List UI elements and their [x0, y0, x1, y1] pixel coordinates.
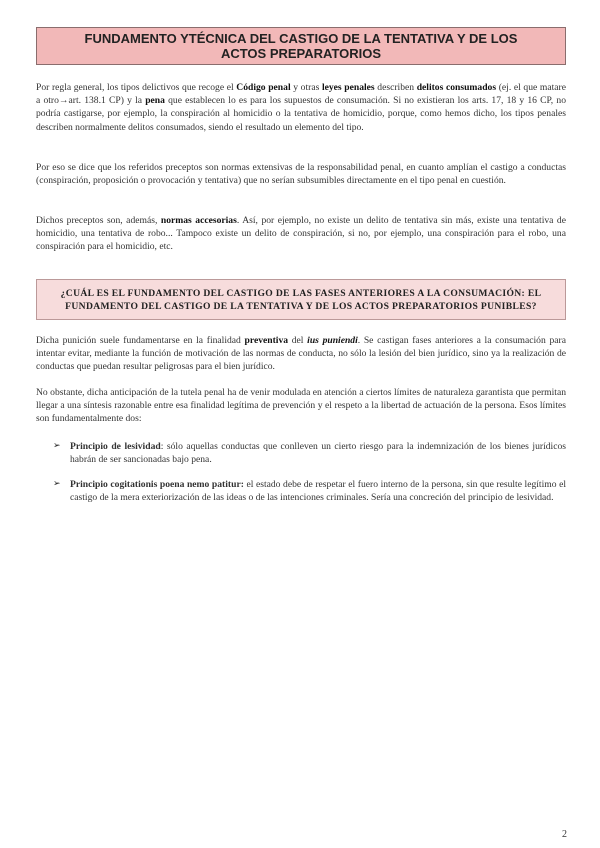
text-run: del	[288, 335, 308, 346]
text-run: Por regla general, los tipos delictivos que recoge el	[36, 82, 237, 93]
arrow-bullet-icon: ➢	[53, 441, 61, 451]
bold-term: Código penal	[236, 82, 291, 93]
bullet-item-lesividad	[53, 440, 566, 466]
page-number: 2	[562, 829, 567, 840]
document-title-text: FUNDAMENTO YTÉCNICA DEL CASTIGO DE LA TENTATIVA Y DE LOS ACTOS PREPARATORIOS	[84, 31, 518, 61]
question-heading-text: ¿CUÁL ES EL FUNDAMENTO DEL CASTIGO DE LAS FASES ANTERIORES A LA CONSUMACIÓN: EL FUNDAMENTO DEL CASTIGO DE LA TENTATIVA Y DE LOS ACTOS PREPARATORIOS PUNIBLES?	[60, 288, 542, 313]
bold-term: leyes penales	[321, 82, 375, 93]
text-run: . Así, por ejemplo, no existe un delito de tentativa sin más, existe una tentativa de homicidio, una tentativa de robo... Tampoco existe un delito de conspiración, si no, por ejemplo, una conspiración para el robo, una conspiración para el homicidio, etc.	[36, 215, 566, 253]
paragraph-limites	[36, 386, 566, 426]
bold-term: pena	[145, 95, 165, 107]
text-run: y otras	[290, 82, 322, 93]
bold-italic-term: ius puniendi	[307, 335, 358, 346]
text-run: No obstante, dicha anticipación de la tutela penal ha de venir modulada en atención a ciertos límites de naturaleza garantista que permitan llegar a una síntesis razonable entre esa finalidad legítima de prevención y el respeto a la libertad de actuación de la persona. Esos límites son fundamentalmente dos:	[36, 387, 566, 425]
bold-term: Principio de lesividad	[70, 441, 161, 452]
question-heading	[36, 279, 566, 320]
text-run: : sólo aquellas conductas que conlleven un cierto riesgo para la indemnización de los bienes jurídicos habrán de ser sancionadas bajo pena.	[70, 441, 566, 466]
text-run: el estado debe de respetar el fuero interno de la persona, sin que resulte legítimo el castigo de la mera exteriorización de las ideas o de las intenciones criminales. Sería una concreción del principio de lesividad.	[70, 479, 567, 504]
bold-term: normas accesorias	[160, 215, 237, 226]
text-run: describen	[374, 82, 417, 93]
paragraph-normas-extensivas	[36, 161, 566, 187]
text-run: Dicha punición suele fundamentarse en la finalidad	[36, 335, 245, 346]
bold-term: Principio cogitationis poena nemo patitur:	[70, 479, 244, 490]
paragraph-finalidad-preventiva	[36, 334, 566, 374]
document-title	[36, 27, 566, 65]
text-run: Por eso se dice que los referidos preceptos son normas extensivas de la responsabilidad penal, en cuanto amplían el castigo a conductas (conspiración, proposición o provocación y tentativa) que no serían subsumibles directamente en el tipo penal en cuestión.	[36, 162, 566, 187]
text-run: . Se castigan fases anteriores a la consumación para intentar evitar, mediante la función de motivación de las normas de conducta, no sólo la lesión del bien jurídico, sino ya la realización de conductas que puedan resultar peligrosas para el bien jurídico.	[36, 335, 566, 373]
paragraph-normas-accesorias	[36, 214, 566, 254]
text-run: Dichos preceptos son, además,	[36, 215, 161, 226]
arrow-bullet-icon: ➢	[53, 479, 61, 489]
text-run: que establecen lo es para los supuestos de consumación. Si no existieran los arts. 17, 18 y 16 CP, no podría castigarse, por ejemplo, la conspiración al homicidio o la tentativa de homicidio, porque, como hemos dicho, los tipos penales describen normalmente delitos consumados, siendo el resultado un elemento del tipo.	[36, 95, 566, 133]
bullet-item-cogitationis	[53, 478, 567, 504]
paragraph-consumados	[36, 81, 566, 134]
bold-term: delitos consumados	[416, 82, 497, 93]
text-run: (ej. el que matare a otro→art. 138.1 CP) y la	[36, 82, 566, 107]
bold-term: preventiva	[244, 335, 289, 346]
